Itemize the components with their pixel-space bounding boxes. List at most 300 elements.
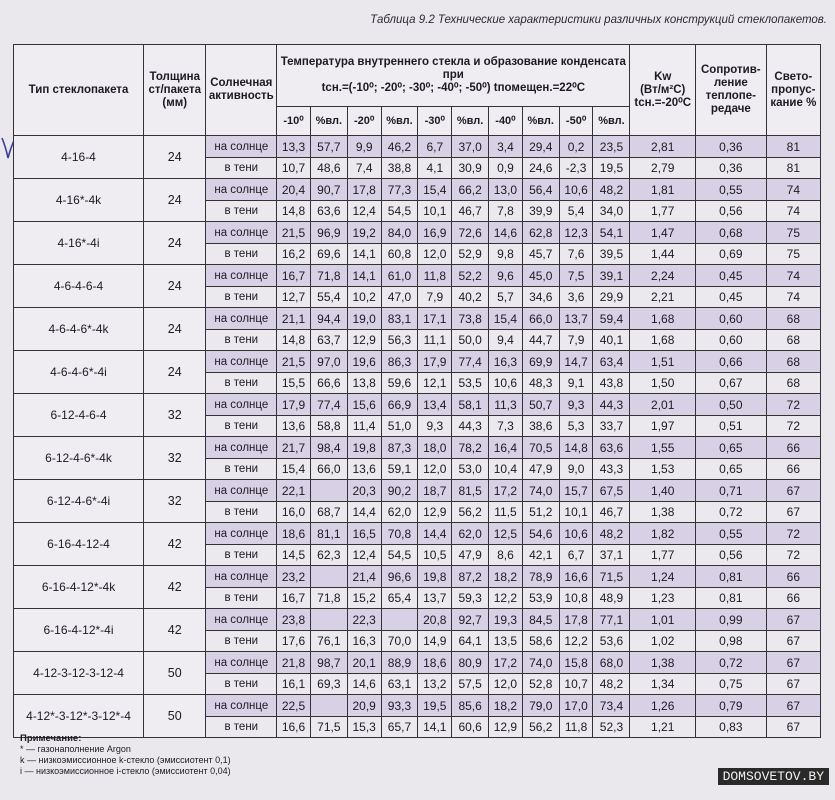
- temperature-cell: 13,6: [347, 459, 381, 480]
- humidity-cell: 87,2: [452, 566, 489, 588]
- resistance-cell: 0,81: [696, 566, 767, 588]
- thickness-cell: 24: [144, 136, 206, 179]
- thickness-cell: 24: [144, 308, 206, 351]
- header-type: Тип стеклопакета: [14, 45, 144, 136]
- subheader-humidity: %вл.: [452, 107, 489, 136]
- solar-condition-cell: на солнце: [206, 308, 277, 330]
- kw-cell: 1,53: [630, 459, 696, 480]
- temperature-cell: 13,6: [277, 416, 311, 437]
- temperature-cell: 10,7: [559, 674, 593, 695]
- kw-cell: 1,97: [630, 416, 696, 437]
- temperature-cell: 9,3: [418, 416, 452, 437]
- temperature-cell: 7,6: [559, 244, 593, 265]
- solar-condition-cell: на солнце: [206, 695, 277, 717]
- humidity-cell: 96,6: [381, 566, 418, 588]
- temperature-cell: 17,1: [418, 308, 452, 330]
- solar-condition-cell: в тени: [206, 545, 277, 566]
- subheader-humidity: %вл.: [522, 107, 559, 136]
- solar-condition-cell: в тени: [206, 201, 277, 222]
- light-transmission-cell: 81: [766, 158, 820, 179]
- glazing-type-cell: 4-6-4-6*-4i: [14, 351, 144, 394]
- temperature-cell: 14,9: [418, 631, 452, 652]
- humidity-cell: 61,0: [381, 265, 418, 287]
- temperature-cell: 22,5: [277, 695, 311, 717]
- temperature-cell: 17,8: [347, 179, 381, 201]
- temperature-cell: 15,8: [559, 652, 593, 674]
- site-watermark: DOMSOVETOV.BY: [718, 768, 829, 785]
- resistance-cell: 0,83: [696, 717, 767, 738]
- solar-condition-cell: на солнце: [206, 222, 277, 244]
- humidity-cell: 81,5: [452, 480, 489, 502]
- resistance-cell: 0,69: [696, 244, 767, 265]
- temperature-cell: 22,3: [347, 609, 381, 631]
- light-transmission-cell: 67: [766, 695, 820, 717]
- temperature-cell: 17,8: [559, 609, 593, 631]
- temperature-cell: 6,7: [418, 136, 452, 158]
- note-line: * — газонаполнение Argon: [20, 744, 131, 754]
- temperature-cell: 10,6: [559, 523, 593, 545]
- temperature-cell: 12,1: [418, 373, 452, 394]
- humidity-cell: 65,7: [381, 717, 418, 738]
- temperature-cell: 16,9: [418, 222, 452, 244]
- temperature-cell: 14,4: [347, 502, 381, 523]
- humidity-cell: 45,7: [522, 244, 559, 265]
- thickness-cell: 24: [144, 265, 206, 308]
- humidity-cell: 38,8: [381, 158, 418, 179]
- temperature-cell: 3,4: [489, 136, 523, 158]
- humidity-cell: 63,6: [310, 201, 347, 222]
- temperature-cell: 17,2: [489, 480, 523, 502]
- temperature-cell: 21,5: [277, 222, 311, 244]
- humidity-cell: 42,1: [522, 545, 559, 566]
- temperature-cell: 21,1: [277, 308, 311, 330]
- resistance-cell: 0,72: [696, 502, 767, 523]
- light-transmission-cell: 75: [766, 244, 820, 265]
- subheader-temperature: -10⁰: [277, 107, 311, 136]
- humidity-cell: 94,4: [310, 308, 347, 330]
- temperature-cell: 12,0: [489, 674, 523, 695]
- light-transmission-cell: 72: [766, 394, 820, 416]
- temperature-cell: 16,6: [277, 717, 311, 738]
- kw-cell: 1,81: [630, 179, 696, 201]
- temperature-cell: 9,6: [489, 265, 523, 287]
- humidity-cell: 81,1: [310, 523, 347, 545]
- humidity-cell: 90,7: [310, 179, 347, 201]
- humidity-cell: 96,9: [310, 222, 347, 244]
- temperature-cell: 7,5: [559, 265, 593, 287]
- humidity-cell: 60,8: [381, 244, 418, 265]
- temperature-cell: 16,3: [347, 631, 381, 652]
- temperature-cell: 13,3: [277, 136, 311, 158]
- humidity-cell: 53,6: [593, 631, 630, 652]
- light-transmission-cell: 67: [766, 717, 820, 738]
- humidity-cell: 66,0: [310, 459, 347, 480]
- humidity-cell: 40,1: [593, 330, 630, 351]
- humidity-cell: 88,9: [381, 652, 418, 674]
- resistance-cell: 0,45: [696, 287, 767, 308]
- humidity-cell: 37,0: [452, 136, 489, 158]
- subheader-temperature: -40⁰: [489, 107, 523, 136]
- solar-condition-cell: в тени: [206, 158, 277, 179]
- humidity-cell: 69,9: [522, 351, 559, 373]
- temperature-cell: 18,2: [489, 566, 523, 588]
- temperature-cell: 12,9: [418, 502, 452, 523]
- solar-condition-cell: на солнце: [206, 480, 277, 502]
- temperature-cell: 16,3: [489, 351, 523, 373]
- resistance-cell: 0,79: [696, 695, 767, 717]
- humidity-cell: 48,2: [593, 179, 630, 201]
- kw-cell: 1,26: [630, 695, 696, 717]
- kw-cell: 1,38: [630, 652, 696, 674]
- glazing-type-cell: 4-12-3-12-3-12-4: [14, 652, 144, 695]
- kw-cell: 1,55: [630, 437, 696, 459]
- kw-cell: 1,50: [630, 373, 696, 394]
- temperature-cell: 17,6: [277, 631, 311, 652]
- table-row: [14, 222, 821, 244]
- kw-cell: 1,34: [630, 674, 696, 695]
- temperature-cell: 13,2: [418, 674, 452, 695]
- resistance-cell: 0,56: [696, 545, 767, 566]
- solar-condition-cell: в тени: [206, 631, 277, 652]
- table-row: [14, 652, 821, 674]
- temperature-cell: 14,8: [559, 437, 593, 459]
- resistance-cell: 0,67: [696, 373, 767, 394]
- temperature-cell: 15,5: [277, 373, 311, 394]
- humidity-cell: 68,0: [593, 652, 630, 674]
- temperature-cell: 13,0: [489, 179, 523, 201]
- temperature-cell: 21,8: [277, 652, 311, 674]
- humidity-cell: 63,1: [381, 674, 418, 695]
- humidity-cell: 39,5: [593, 244, 630, 265]
- temperature-cell: 18,2: [489, 695, 523, 717]
- temperature-cell: 20,4: [277, 179, 311, 201]
- humidity-cell: [310, 695, 347, 717]
- temperature-cell: 18,6: [418, 652, 452, 674]
- temperature-cell: 14,8: [277, 330, 311, 351]
- temperature-cell: 12,4: [347, 545, 381, 566]
- subheader-temperature: -20⁰: [347, 107, 381, 136]
- humidity-cell: 48,6: [310, 158, 347, 179]
- light-transmission-cell: 66: [766, 459, 820, 480]
- humidity-cell: 23,5: [593, 136, 630, 158]
- humidity-cell: 56,2: [452, 502, 489, 523]
- temperature-cell: 15,4: [418, 179, 452, 201]
- light-transmission-cell: 66: [766, 437, 820, 459]
- temperature-cell: 9,0: [559, 459, 593, 480]
- temperature-cell: 19,8: [418, 566, 452, 588]
- thickness-cell: 24: [144, 222, 206, 265]
- temperature-cell: 22,1: [277, 480, 311, 502]
- humidity-cell: 46,2: [381, 136, 418, 158]
- header-kw-units: (Вт/м²С): [640, 83, 686, 96]
- light-transmission-cell: 68: [766, 330, 820, 351]
- thickness-cell: 42: [144, 566, 206, 609]
- light-transmission-cell: 72: [766, 416, 820, 437]
- humidity-cell: 71,5: [593, 566, 630, 588]
- humidity-cell: 54,6: [522, 523, 559, 545]
- thickness-cell: 50: [144, 695, 206, 738]
- temperature-cell: 14,5: [277, 545, 311, 566]
- temperature-cell: 18,7: [418, 480, 452, 502]
- temperature-cell: 15,6: [347, 394, 381, 416]
- temperature-cell: 12,0: [418, 459, 452, 480]
- table-row: [14, 265, 821, 287]
- table-row: [14, 394, 821, 416]
- kw-cell: 1,24: [630, 566, 696, 588]
- solar-condition-cell: в тени: [206, 502, 277, 523]
- light-transmission-cell: 67: [766, 480, 820, 502]
- humidity-cell: 29,9: [593, 287, 630, 308]
- humidity-cell: 51,2: [522, 502, 559, 523]
- temperature-cell: 12,7: [277, 287, 311, 308]
- humidity-cell: 43,3: [593, 459, 630, 480]
- humidity-cell: 34,0: [593, 201, 630, 222]
- temperature-cell: 9,1: [559, 373, 593, 394]
- humidity-cell: 48,2: [593, 674, 630, 695]
- temperature-cell: 19,5: [418, 695, 452, 717]
- humidity-cell: [310, 566, 347, 588]
- kw-cell: 1,02: [630, 631, 696, 652]
- temperature-cell: 20,1: [347, 652, 381, 674]
- humidity-cell: 84,5: [522, 609, 559, 631]
- temperature-cell: 16,5: [347, 523, 381, 545]
- humidity-cell: 71,8: [310, 588, 347, 609]
- temperature-cell: 4,1: [418, 158, 452, 179]
- solar-condition-cell: в тени: [206, 459, 277, 480]
- temperature-cell: 5,4: [559, 201, 593, 222]
- table-row: [14, 136, 821, 158]
- solar-condition-cell: на солнце: [206, 566, 277, 588]
- humidity-cell: 80,9: [452, 652, 489, 674]
- humidity-cell: 97,0: [310, 351, 347, 373]
- humidity-cell: 92,7: [452, 609, 489, 631]
- temperature-cell: 10,8: [559, 588, 593, 609]
- humidity-cell: 87,3: [381, 437, 418, 459]
- header-kw: [630, 45, 696, 136]
- humidity-cell: 73,4: [593, 695, 630, 717]
- kw-cell: 1,77: [630, 201, 696, 222]
- light-transmission-cell: 75: [766, 222, 820, 244]
- kw-cell: 2,21: [630, 287, 696, 308]
- temperature-cell: 9,8: [489, 244, 523, 265]
- light-transmission-cell: 67: [766, 652, 820, 674]
- solar-condition-cell: в тени: [206, 287, 277, 308]
- temperature-cell: 14,1: [347, 265, 381, 287]
- temperature-cell: 5,3: [559, 416, 593, 437]
- kw-cell: 1,68: [630, 308, 696, 330]
- temperature-cell: 0,9: [489, 158, 523, 179]
- temperature-cell: 12,4: [347, 201, 381, 222]
- glazing-type-cell: 6-16-4-12*-4k: [14, 566, 144, 609]
- humidity-cell: 78,9: [522, 566, 559, 588]
- humidity-cell: 34,6: [522, 287, 559, 308]
- temperature-cell: 19,2: [347, 222, 381, 244]
- humidity-cell: 70,0: [381, 631, 418, 652]
- humidity-cell: 50,7: [522, 394, 559, 416]
- humidity-cell: 98,4: [310, 437, 347, 459]
- humidity-cell: 69,6: [310, 244, 347, 265]
- temperature-cell: 3,6: [559, 287, 593, 308]
- glazing-type-cell: 4-12*-3-12*-3-12*-4: [14, 695, 144, 738]
- temperature-cell: 13,8: [347, 373, 381, 394]
- temperature-cell: 12,2: [489, 588, 523, 609]
- glazing-type-cell: 6-12-4-6-4: [14, 394, 144, 437]
- resistance-cell: 0,50: [696, 394, 767, 416]
- light-transmission-cell: 74: [766, 201, 820, 222]
- temperature-cell: 9,9: [347, 136, 381, 158]
- humidity-cell: 52,9: [452, 244, 489, 265]
- humidity-cell: 54,5: [381, 201, 418, 222]
- solar-condition-cell: на солнце: [206, 394, 277, 416]
- humidity-cell: 70,5: [522, 437, 559, 459]
- humidity-cell: 64,1: [452, 631, 489, 652]
- light-transmission-cell: 67: [766, 631, 820, 652]
- temperature-cell: 14,1: [418, 717, 452, 738]
- humidity-cell: 48,3: [522, 373, 559, 394]
- note-line: i — низкоэмиссионное i-стекло (эмиссиотент 0,04): [20, 766, 231, 776]
- temperature-cell: 17,9: [418, 351, 452, 373]
- humidity-cell: 74,0: [522, 652, 559, 674]
- humidity-cell: [381, 609, 418, 631]
- temperature-cell: 17,0: [559, 695, 593, 717]
- humidity-cell: 44,7: [522, 330, 559, 351]
- humidity-cell: 63,4: [593, 351, 630, 373]
- temperature-cell: 14,6: [489, 222, 523, 244]
- subheader-humidity: %вл.: [381, 107, 418, 136]
- humidity-cell: 44,3: [452, 416, 489, 437]
- temperature-cell: 16,7: [277, 265, 311, 287]
- light-transmission-cell: 74: [766, 287, 820, 308]
- glazing-type-cell: 4-6-4-6*-4k: [14, 308, 144, 351]
- resistance-cell: 0,98: [696, 631, 767, 652]
- humidity-cell: 46,7: [593, 502, 630, 523]
- thickness-cell: 42: [144, 609, 206, 652]
- light-transmission-cell: 66: [766, 566, 820, 588]
- humidity-cell: 63,6: [593, 437, 630, 459]
- resistance-cell: 0,56: [696, 201, 767, 222]
- temperature-cell: 19,3: [489, 609, 523, 631]
- header-kw-condition: tсн.=-20⁰С: [634, 96, 692, 109]
- humidity-cell: 19,5: [593, 158, 630, 179]
- light-transmission-cell: 67: [766, 609, 820, 631]
- humidity-cell: 59,3: [452, 588, 489, 609]
- table-row: [14, 566, 821, 588]
- humidity-cell: 79,0: [522, 695, 559, 717]
- humidity-cell: 58,1: [452, 394, 489, 416]
- temperature-cell: -2,3: [559, 158, 593, 179]
- temperature-cell: 16,4: [489, 437, 523, 459]
- temperature-cell: 16,0: [277, 502, 311, 523]
- glazing-type-cell: 4-6-4-6-4: [14, 265, 144, 308]
- humidity-cell: 52,8: [522, 674, 559, 695]
- thickness-cell: 32: [144, 394, 206, 437]
- thickness-cell: 32: [144, 480, 206, 523]
- humidity-cell: 53,0: [452, 459, 489, 480]
- header-kw-symbol: Kw: [654, 70, 672, 83]
- resistance-cell: 0,36: [696, 158, 767, 179]
- humidity-cell: 48,9: [593, 588, 630, 609]
- humidity-cell: 47,9: [522, 459, 559, 480]
- kw-cell: 1,23: [630, 588, 696, 609]
- temperature-cell: 12,9: [347, 330, 381, 351]
- humidity-cell: 53,5: [452, 373, 489, 394]
- header-thickness: Толщина ст/пакета (мм): [144, 45, 206, 136]
- humidity-cell: 44,3: [593, 394, 630, 416]
- kw-cell: 2,24: [630, 265, 696, 287]
- humidity-cell: 59,1: [381, 459, 418, 480]
- kw-cell: 2,01: [630, 394, 696, 416]
- temperature-cell: 14,7: [559, 351, 593, 373]
- light-transmission-cell: 68: [766, 308, 820, 330]
- humidity-cell: 52,2: [452, 265, 489, 287]
- table-row: [14, 351, 821, 373]
- kw-cell: 1,44: [630, 244, 696, 265]
- thickness-cell: 24: [144, 351, 206, 394]
- humidity-cell: 70,8: [381, 523, 418, 545]
- humidity-cell: [310, 480, 347, 502]
- humidity-cell: 24,6: [522, 158, 559, 179]
- light-transmission-cell: 74: [766, 265, 820, 287]
- humidity-cell: 51,0: [381, 416, 418, 437]
- resistance-cell: 0,99: [696, 609, 767, 631]
- kw-cell: 1,01: [630, 609, 696, 631]
- temperature-cell: 11,1: [418, 330, 452, 351]
- humidity-cell: 76,1: [310, 631, 347, 652]
- subheader-humidity: %вл.: [593, 107, 630, 136]
- humidity-cell: 38,6: [522, 416, 559, 437]
- solar-condition-cell: в тени: [206, 717, 277, 738]
- humidity-cell: 67,5: [593, 480, 630, 502]
- solar-condition-cell: в тени: [206, 674, 277, 695]
- temperature-cell: 15,4: [277, 459, 311, 480]
- humidity-cell: 62,8: [522, 222, 559, 244]
- temperature-cell: 10,6: [559, 179, 593, 201]
- header-resistance: Сопротив-ление теплопе-редаче: [696, 45, 767, 136]
- kw-cell: 1,68: [630, 330, 696, 351]
- temperature-cell: 19,6: [347, 351, 381, 373]
- temperature-cell: 20,9: [347, 695, 381, 717]
- temperature-cell: 10,4: [489, 459, 523, 480]
- solar-condition-cell: на солнце: [206, 523, 277, 545]
- table-row: [14, 695, 821, 717]
- temperature-cell: 15,7: [559, 480, 593, 502]
- humidity-cell: 62,3: [310, 545, 347, 566]
- humidity-cell: 39,1: [593, 265, 630, 287]
- temperature-cell: 14,4: [418, 523, 452, 545]
- temperature-cell: 10,7: [277, 158, 311, 179]
- temperature-cell: 15,3: [347, 717, 381, 738]
- temperature-cell: 14,1: [347, 244, 381, 265]
- humidity-cell: 62,0: [381, 502, 418, 523]
- humidity-cell: 60,6: [452, 717, 489, 738]
- humidity-cell: 78,2: [452, 437, 489, 459]
- glazing-type-cell: 6-12-4-6*-4k: [14, 437, 144, 480]
- resistance-cell: 0,72: [696, 652, 767, 674]
- temperature-cell: 15,2: [347, 588, 381, 609]
- kw-cell: 1,21: [630, 717, 696, 738]
- temperature-cell: 7,9: [559, 330, 593, 351]
- solar-condition-cell: в тени: [206, 373, 277, 394]
- light-transmission-cell: 74: [766, 179, 820, 201]
- humidity-cell: 59,6: [381, 373, 418, 394]
- temperature-cell: 5,7: [489, 287, 523, 308]
- glazing-type-cell: 6-16-4-12-4: [14, 523, 144, 566]
- light-transmission-cell: 66: [766, 588, 820, 609]
- temperature-cell: 19,8: [347, 437, 381, 459]
- note-line: k — низкоэмиссионное k-стекло (эмиссиотент 0,1): [20, 755, 231, 765]
- table-row: [14, 480, 821, 502]
- humidity-cell: 85,6: [452, 695, 489, 717]
